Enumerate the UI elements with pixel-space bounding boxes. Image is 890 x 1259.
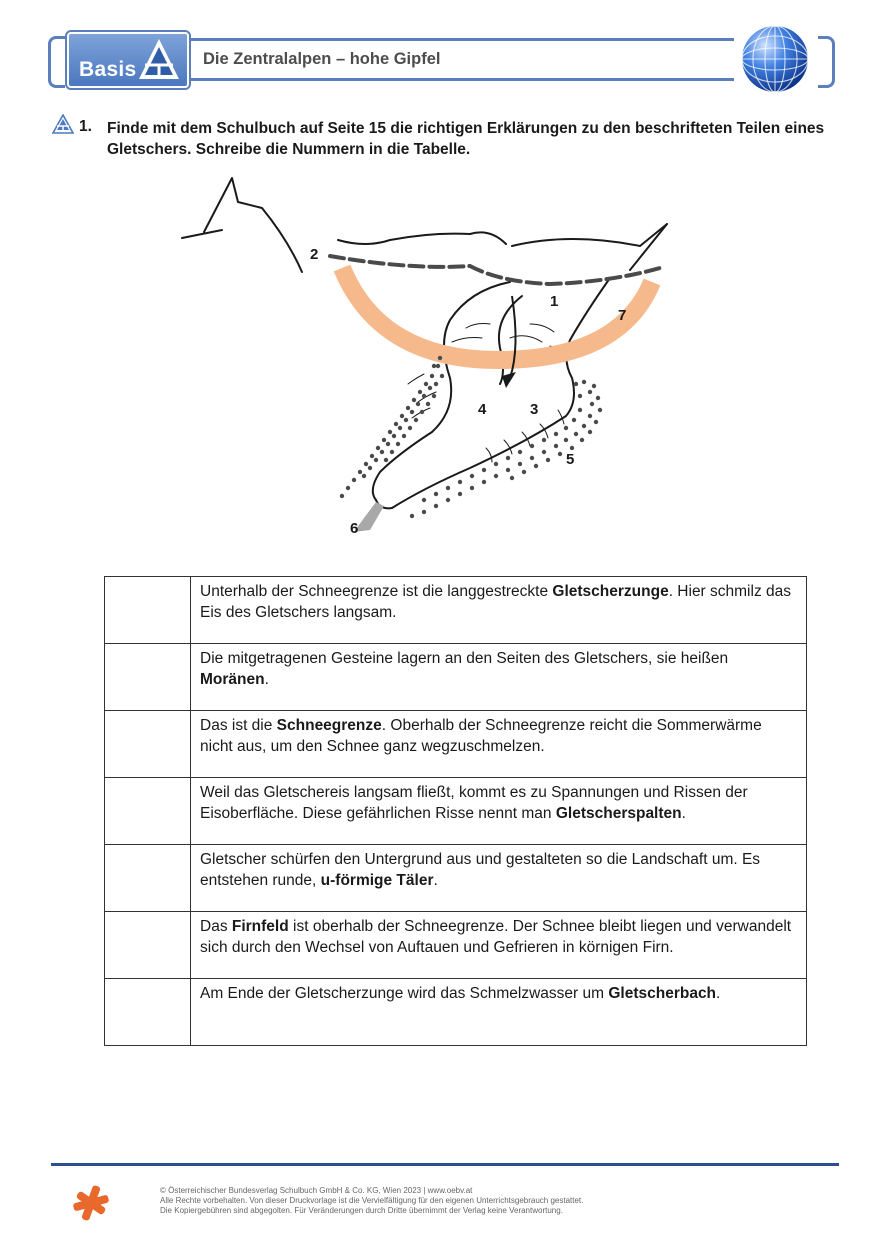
- explanation-text: . Oberhalb der Schneegrenze reicht die Sommerwärme nicht aus, um den Schnee ganz wegzuschmelzen.: [200, 717, 762, 755]
- explanation-text: .: [264, 670, 269, 688]
- snowline-band: [342, 268, 652, 360]
- crevasse: [452, 338, 482, 343]
- firn-line-dashed: [330, 256, 660, 284]
- explanation-term: Moränen: [200, 670, 265, 688]
- diagram-label-3: 3: [530, 401, 539, 418]
- explanation-term: Gletscherbach: [608, 985, 717, 1002]
- table-row: [105, 644, 807, 711]
- task-instruction: Finde mit dem Schulbuch auf Seite 15 die richtigen Erklärungen zu den beschrifteten Teilen eines Gletschers. Schreibe die Nummern in die Tabelle.: [107, 120, 825, 158]
- footer-line: Alle Rechte vorbehalten. Von dieser Druckvorlage ist die Vervielfältigung für den eigenen Unterrichtsgebrauch gestattet.: [160, 1196, 584, 1205]
- meltwater-stream: [354, 502, 384, 532]
- diagram-label-1: 1: [550, 293, 559, 310]
- footer-rule: [51, 1163, 839, 1166]
- diagram-label-2: 2: [310, 246, 319, 263]
- explanation-text: Die mitgetragenen Gesteine lagern an den Seiten des Gletschers, sie heißen: [200, 650, 729, 667]
- crevasse: [408, 374, 424, 384]
- mountain-peak-stub: [182, 230, 222, 238]
- explanation-text: . Hier schmilz das Eis des Gletschers langsam.: [200, 583, 791, 621]
- diagram-label-6: 6: [350, 520, 359, 537]
- explanation-text: .: [433, 871, 438, 889]
- explanation-term: Schneegrenze: [276, 717, 382, 734]
- mountain-ridge-left: [204, 178, 302, 272]
- explanation-text: .: [716, 985, 721, 1002]
- glacier-outline-left: [373, 282, 510, 500]
- answer-number-cell[interactable]: [105, 577, 191, 644]
- moraine-left: [340, 356, 444, 498]
- table-row: [105, 845, 807, 912]
- explanation-cell: [191, 912, 807, 979]
- explanation-text: ist oberhalb der Schneegrenze. Der Schnee bleibt liegen und verwandelt sich durch den Wechsel von Auftauen und Gefrieren in körnigen Firn.: [200, 918, 792, 956]
- mountain-ridge-right: [512, 224, 667, 246]
- explanation-cell: [191, 778, 807, 845]
- basis-badge-label: Basis: [79, 58, 137, 81]
- diagram-label-4: 4: [478, 401, 487, 418]
- footer-copyright: [160, 1186, 800, 1216]
- basis-badge: [67, 32, 189, 88]
- footer-line: © Österreichischer Bundesverlag Schulbuch GmbH & Co. KG, Wien 2023 | www.oebv.at: [160, 1186, 473, 1195]
- explanation-cell: [191, 979, 807, 1046]
- globe-icon: [740, 24, 810, 94]
- mountain-ridge-far-right: [630, 224, 667, 270]
- glacier-outline-right: [392, 278, 610, 508]
- glacier-inner-ridge: [499, 296, 522, 384]
- mountain-ridge-middle: [338, 232, 506, 244]
- glacier-diagram: [170, 170, 690, 550]
- table-row: [105, 912, 807, 979]
- header-bracket-left: [48, 36, 65, 88]
- task-number: 1.: [79, 118, 92, 135]
- explanation-cell: [191, 845, 807, 912]
- answer-number-cell[interactable]: [105, 644, 191, 711]
- triangle-logo-icon: [137, 37, 181, 81]
- explanation-term: u-förmige Täler: [320, 871, 434, 889]
- explanation-text: .: [681, 804, 686, 822]
- explanation-text: Das: [200, 918, 232, 935]
- explanation-text: Unterhalb der Schneegrenze ist die langgestreckte: [200, 583, 553, 600]
- crevasse: [530, 324, 554, 332]
- answer-number-cell[interactable]: [105, 711, 191, 778]
- explanation-text: Gletscher schürfen den Untergrund aus und gestalteten so die Landschaft um. Es entstehen runde,: [200, 851, 761, 889]
- table-row: [105, 979, 807, 1046]
- answer-table: [104, 576, 807, 1046]
- publisher-logo-icon: [72, 1184, 110, 1222]
- table-row: [105, 778, 807, 845]
- difficulty-triangle-icon: [52, 114, 74, 134]
- explanation-term: Gletscherzunge: [552, 583, 669, 600]
- explanation-text: Das ist die: [200, 717, 277, 734]
- header-rule-bottom: [186, 78, 734, 81]
- answer-number-cell[interactable]: [105, 979, 191, 1046]
- diagram-label-5: 5: [566, 451, 575, 468]
- answer-number-cell[interactable]: [105, 778, 191, 845]
- explanation-cell: [191, 577, 807, 644]
- diagram-label-7: 7: [618, 307, 627, 324]
- crevasse: [466, 324, 490, 329]
- explanation-cell: [191, 644, 807, 711]
- explanation-term: Gletscherspalten: [555, 804, 682, 822]
- answer-number-cell[interactable]: [105, 845, 191, 912]
- header-rule-top: [186, 38, 734, 41]
- page-title: Die Zentralalpen – hohe Gipfel: [203, 50, 441, 68]
- explanation-term: Firnfeld: [231, 918, 289, 935]
- explanation-cell: [191, 711, 807, 778]
- answer-number-cell[interactable]: [105, 912, 191, 979]
- table-row: [105, 577, 807, 644]
- header-bracket-right: [818, 36, 835, 88]
- footer-line: Die Kopiergebühren sind abgegolten. Für Veränderungen durch Dritte übernimmt der Verlag keine Verantwortung.: [160, 1206, 563, 1215]
- flow-arrow-head: [502, 372, 516, 388]
- explanation-text: Am Ende der Gletscherzunge wird das Schmelzwasser um: [200, 985, 609, 1002]
- explanation-text: Weil das Gletschereis langsam fließt, kommt es zu Spannungen und Rissen der Eisoberfläche. Diese gefährlichen Risse nennt man: [200, 784, 748, 822]
- table-row: [105, 711, 807, 778]
